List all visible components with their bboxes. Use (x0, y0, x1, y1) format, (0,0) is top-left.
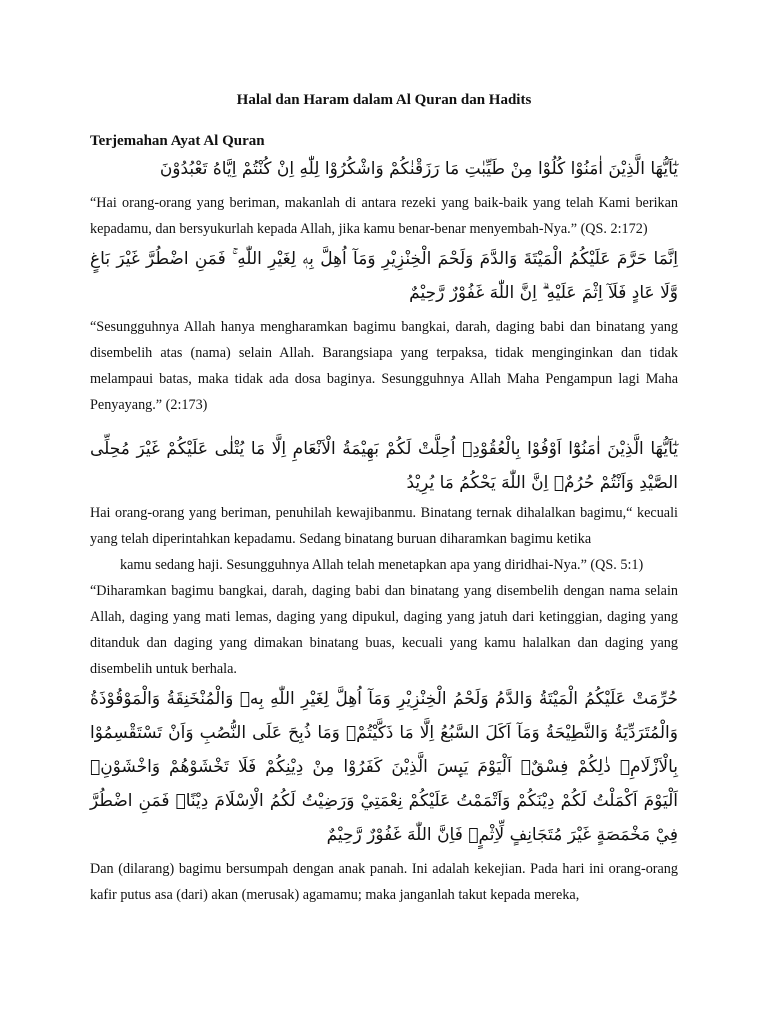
arabic-verse-1: يٰٓاَيُّهَا الَّذِيْنَ اٰمَنُوْا كُلُوْا مِنْ طَيِّبٰتِ مَا رَزَقْنٰكُمْ وَاشْكُرُوْا لِلّٰهِ اِنْ كُنْتُمْ اِيَّاهُ تَعْبُدُوْنَ (159, 159, 678, 179)
translation-3-last-line: kamu sedang haji. Sesungguhnya Allah telah menetapkan apa yang diridhai-Nya.” (QS. 5:1) (120, 557, 644, 573)
translation-5: Dan (dilarang) bagimu bersumpah dengan anak panah. Ini adalah kekejian. Pada hari ini orang-orang kafir putus asa (dari) akan (merusak) agamamu; maka janganlah takut kepada mereka, (90, 861, 678, 903)
arabic-verse-4: حُرِّمَتْ عَلَيْكُمُ الْمَيْتَةُ وَالدَّمُ وَلَحْمُ الْخِنْزِيْرِ وَمَآ اُهِلَّ لِغَيْرِ اللّٰهِ بِهٖ وَالْمُنْخَنِقَةُ وَالْمَوْقُوْذَةُ وَالْمُتَرَدِّيَةُ وَالنَّطِيْحَةُ وَمَآ اَكَلَ السَّبُعُ اِلَّا مَا ذَكَّيْتُمْۗ وَمَا ذُبِحَ عَلَى النُّصُبِ وَاَنْ تَسْتَقْسِمُوْا بِالْاَزْلَامِۗ ذٰلِكُمْ فِسْقٌۗ اَلْيَوْمَ يَىِٕسَ الَّذِيْنَ كَفَرُوْا مِنْ دِيْنِكُمْ فَلَا تَخْشَوْهُمْ وَاخْشَوْنِۗ اَلْيَوْمَ اَكْمَلْتُ لَكُمْ دِيْنَكُمْ وَاَتْمَمْتُ عَلَيْكُمْ نِعْمَتِيْ وَرَضِيْتُ لَكُمُ الْاِسْلَامَ دِيْنًاۗ فَمَنِ اضْطُرَّ فِيْ مَخْمَصَةٍ غَيْرَ مُتَجَانِفٍ لِّاِثْمٍۙ فَاِنَّ اللّٰهَ غَفُوْرٌ رَّحِيْمٌ (90, 689, 678, 845)
section-heading: Terjemahan Ayat Al Quran (90, 133, 265, 149)
document-title: Halal dan Haram dalam Al Quran dan Hadits (236, 92, 532, 108)
arabic-verse-2: اِنَّمَا حَرَّمَ عَلَيْكُمُ الْمَيْتَةَ وَالدَّمَ وَلَحْمَ الْخِنْزِيْرِ وَمَآ اُهِلَّ بِهٖ لِغَيْرِ اللّٰهِ ۚ فَمَنِ اضْطُرَّ غَيْرَ بَاغٍ وَّلَا عَادٍ فَلَآ اِثْمَ عَلَيْهِ ۗ اِنَّ اللّٰهَ غَفُوْرٌ رَّحِيْمٌ (90, 249, 678, 303)
translation-3: Hai orang-orang yang beriman, penuhilah kewajibanmu. Binatang ternak dihalalkan bagimu,“ kecuali yang telah diperintahkan kepadamu. Sedang binatang buruan diharamkan bagimu ketika (90, 505, 678, 547)
translation-2: “Sesungguhnya Allah hanya mengharamkan bagimu bangkai, darah, daging babi dan binatang yang disembelih atas (nama) selain Allah. Barangsiapa yang terpaksa, tidak menginginkan dan tidak melampaui batas, maka tidak ada dosa baginya. Sesungguhnya Allah Maha Pengampun lagi Maha Penyayang.” (2:173) (90, 319, 678, 413)
translation-1: “Hai orang-orang yang beriman, makanlah di antara rezeki yang baik-baik yang telah Kami berikan kepadamu, dan bersyukurlah kepada Allah, jika kamu benar-benar menyembah-Nya.” (QS. 2:172) (90, 195, 678, 237)
arabic-verse-3: يٰٓاَيُّهَا الَّذِيْنَ اٰمَنُوْٓا اَوْفُوْا بِالْعُقُوْدِۗ اُحِلَّتْ لَكُمْ بَهِيْمَةُ الْاَنْعَامِ اِلَّا مَا يُتْلٰى عَلَيْكُمْ غَيْرَ مُحِلِّى الصَّيْدِ وَاَنْتُمْ حُرُمٌۗ اِنَّ اللّٰهَ يَحْكُمُ مَا يُرِيْدُ (90, 439, 678, 493)
translation-4: “Diharamkan bagimu bangkai, darah, daging babi dan binatang yang disembelih dengan nama selain Allah, daging yang mati lemas, daging yang dipukul, daging yang jatuh dari ketinggian, daging yang ditanduk dan daging yang dimakan binatang buas, kecuali yang kamu halalkan dan daging yang disembelih untuk berhala. (90, 583, 678, 677)
